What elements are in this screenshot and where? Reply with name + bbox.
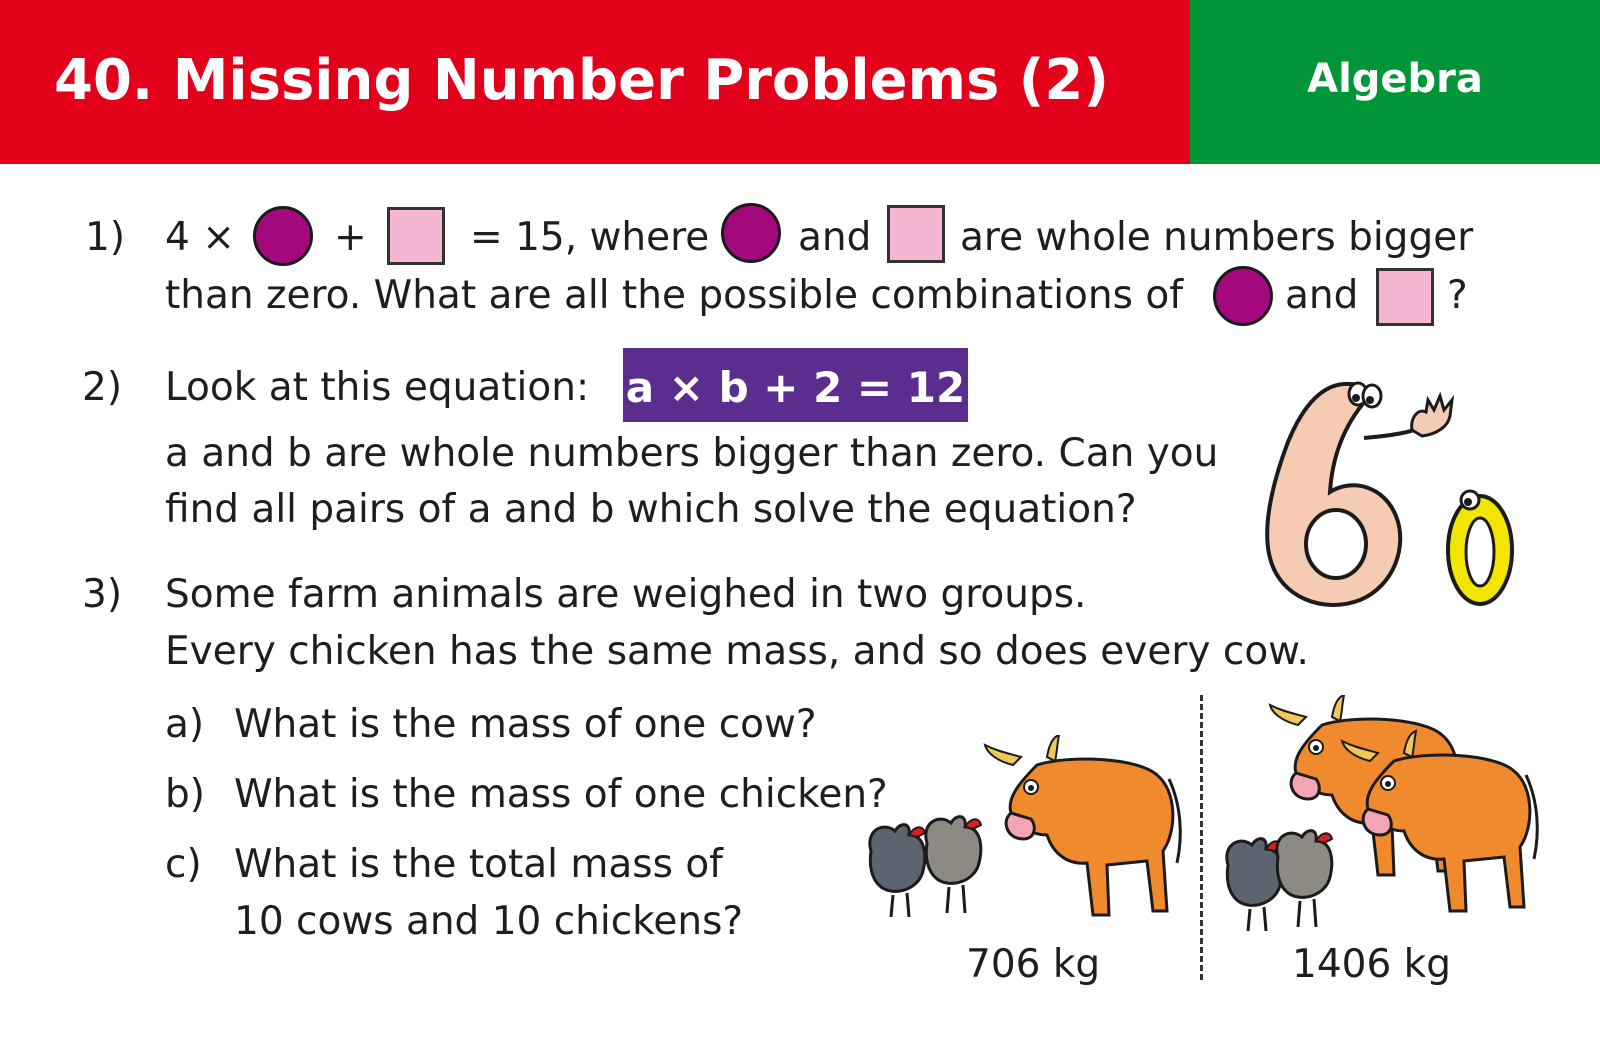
chicken-icon [926,817,981,913]
question-text: Every chicken has the same mass, and so does every cow. [165,629,1309,674]
group-divider [1200,695,1203,980]
title-bar [0,0,1190,164]
part-label: b) [165,772,205,817]
circle-shape [721,203,781,263]
question-intro: Look at this equation: [165,365,590,410]
header [0,0,1600,164]
square-shape [1376,268,1434,326]
group-1-mass: 706 kg [966,942,1101,987]
part-text: 10 cows and 10 chickens? [234,899,744,944]
chicken-icon [870,825,925,917]
question-text: Some farm animals are weighed in two groups. [165,572,1087,617]
equation-start: 4 × [165,215,235,260]
circle-shape [1213,266,1273,326]
topic-label: Algebra [1307,56,1483,102]
chicken-icon [1227,839,1282,931]
question-text: are whole numbers bigger [960,215,1474,260]
equation-result: = 15, where [470,215,710,260]
group-2-mass: 1406 kg [1292,942,1451,987]
question-text: a and b are whole numbers bigger than zero. Can you [165,431,1219,476]
circle-shape [253,206,313,266]
part-label: a) [165,702,205,747]
question-text: find all pairs of a and b which solve the equation? [165,487,1137,532]
group-2-illustration [1222,695,1552,940]
question-number: 1) [85,215,126,260]
part-label: c) [165,842,202,887]
question-number: 3) [82,572,123,617]
part-text: What is the mass of one cow? [234,702,817,747]
question-text: than zero. What are all the possible combinations of [165,273,1183,318]
part-text: What is the total mass of [234,842,723,887]
plus-sign: + [334,215,367,260]
and-text: and [798,215,872,260]
number-60-mascot-icon [1262,378,1524,618]
group-1-illustration [865,735,1185,935]
cow-icon [1342,731,1537,911]
question-mark: ? [1447,273,1468,318]
square-shape [887,205,945,263]
page-title: 40. Missing Number Problems (2) [54,48,1109,113]
question-number: 2) [82,365,123,410]
equation-text: a × b + 2 = 12 [625,363,966,412]
part-text: What is the mass of one chicken? [234,772,888,817]
equation-box [623,348,968,422]
chicken-icon [1277,831,1332,927]
cow-icon [985,735,1180,915]
topic-bar [1190,0,1600,164]
square-shape [387,207,445,265]
and-text: and [1285,273,1359,318]
